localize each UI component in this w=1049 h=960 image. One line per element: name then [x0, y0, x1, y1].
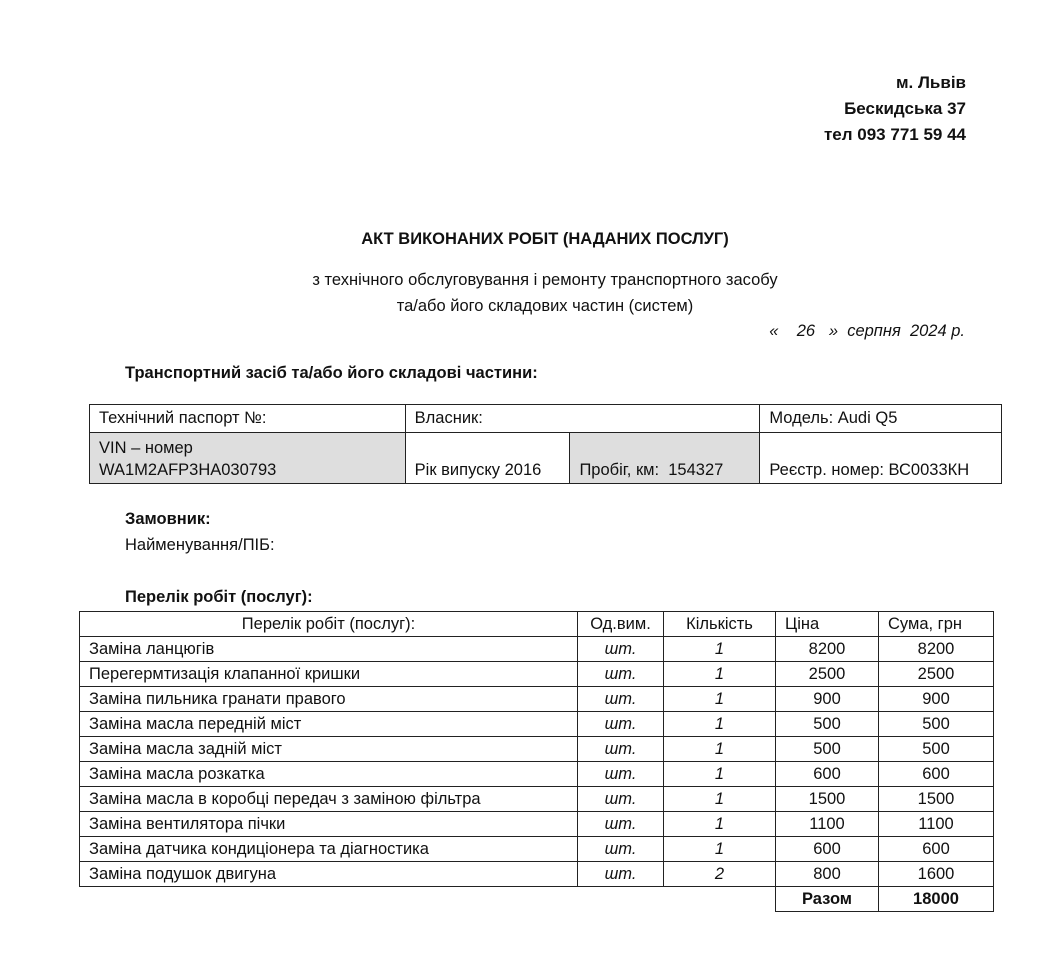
cell-sum: 1600 [879, 862, 994, 887]
cell-sum: 1100 [879, 812, 994, 837]
cell-work-name: Перегермтизація клапанної кришки [80, 662, 578, 687]
passport-label: Технічний паспорт №: [90, 405, 406, 433]
cell-quantity: 1 [664, 812, 776, 837]
cell-work-name: Заміна масла в коробці передач з заміною фільтра [80, 787, 578, 812]
table-row [80, 637, 994, 662]
cell-sum: 8200 [879, 637, 994, 662]
customer-heading: Замовник: [125, 510, 211, 528]
cell-price: 2500 [776, 662, 879, 687]
cell-quantity: 1 [664, 837, 776, 862]
cell-price: 800 [776, 862, 879, 887]
document-title: АКТ ВИКОНАНИХ РОБІТ (НАДАНИХ ПОСЛУГ) [361, 230, 729, 248]
cell-price: 500 [776, 737, 879, 762]
cell-sum: 500 [879, 737, 994, 762]
cell-work-name: Заміна масла задній міст [80, 737, 578, 762]
cell-price: 900 [776, 687, 879, 712]
table-row [80, 712, 994, 737]
reg-number-cell: Реєстр. номер: ВС0033КН [760, 433, 1002, 484]
cell-sum: 2500 [879, 662, 994, 687]
col-header-unit: Од.вим. [578, 612, 664, 637]
cell-sum: 500 [879, 712, 994, 737]
cell-price: 1500 [776, 787, 879, 812]
cell-price: 600 [776, 762, 879, 787]
year-cell: Рік випуску 2016 [405, 433, 570, 484]
works-body [80, 637, 994, 887]
cell-unit: шт. [578, 712, 664, 737]
phone: тел 093 771 59 44 [823, 125, 966, 144]
cell-work-name: Заміна подушок двигуна [80, 862, 578, 887]
cell-price: 1100 [776, 812, 879, 837]
table-row [80, 862, 994, 887]
cell-sum: 900 [879, 687, 994, 712]
total-label: Разом [776, 887, 879, 912]
cell-unit: шт. [578, 762, 664, 787]
table-row [80, 737, 994, 762]
cell-quantity: 1 [664, 687, 776, 712]
cell-unit: шт. [578, 862, 664, 887]
cell-unit: шт. [578, 737, 664, 762]
cell-unit: шт. [578, 837, 664, 862]
cell-sum: 600 [879, 762, 994, 787]
mileage-cell: Пробіг, км: 154327 [570, 433, 760, 484]
document-subtitle-2: та/або його складових частин (систем) [396, 297, 694, 315]
cell-work-name: Заміна датчика кондиціонера та діагностика [80, 837, 578, 862]
vin-value: WA1M2AFP3HA030793 [99, 461, 277, 479]
cell-unit: шт. [578, 787, 664, 812]
table-row [80, 687, 994, 712]
cell-unit: шт. [578, 662, 664, 687]
street: Бескидська 37 [844, 99, 966, 118]
cell-price: 8200 [776, 637, 879, 662]
table-row [80, 812, 994, 837]
col-header-price: Ціна [776, 612, 879, 637]
cell-quantity: 1 [664, 787, 776, 812]
cell-quantity: 1 [664, 737, 776, 762]
cell-unit: шт. [578, 812, 664, 837]
city: м. Львів [895, 73, 966, 92]
cell-sum: 1500 [879, 787, 994, 812]
table-row [80, 837, 994, 862]
cell-work-name: Заміна пильника гранати правого [80, 687, 578, 712]
cell-quantity: 1 [664, 637, 776, 662]
cell-work-name: Заміна масла розкатка [80, 762, 578, 787]
col-header-work: Перелік робіт (послуг): [80, 612, 578, 637]
cell-work-name: Заміна масла передній міст [80, 712, 578, 737]
cell-price: 600 [776, 837, 879, 862]
cell-unit: шт. [578, 637, 664, 662]
col-header-qty: Кількість [664, 612, 776, 637]
model-label: Модель: Audi Q5 [760, 405, 1002, 433]
cell-quantity: 1 [664, 712, 776, 737]
table-row [80, 662, 994, 687]
cell-quantity: 1 [664, 662, 776, 687]
table-row [80, 787, 994, 812]
cell-quantity: 2 [664, 862, 776, 887]
cell-price: 500 [776, 712, 879, 737]
total-value: 18000 [879, 887, 994, 912]
table-row [80, 762, 994, 787]
vehicle-heading: Транспортний засіб та/або його складові частини: [125, 364, 538, 382]
cell-work-name: Заміна вентилятора пічки [80, 812, 578, 837]
cell-quantity: 1 [664, 762, 776, 787]
vehicle-table [89, 404, 1002, 484]
document-date: « 26 » серпня 2024 р. [769, 322, 965, 340]
address-block [824, 70, 966, 148]
vin-cell [90, 433, 406, 484]
works-heading: Перелік робіт (послуг): [125, 588, 313, 606]
customer-name-label: Найменування/ПІБ: [125, 536, 275, 554]
total-row [80, 887, 994, 912]
cell-unit: шт. [578, 687, 664, 712]
cell-work-name: Заміна ланцюгів [80, 637, 578, 662]
document-subtitle-1: з технічного обслуговування і ремонту транспортного засобу [312, 271, 778, 289]
col-header-sum: Сума, грн [879, 612, 994, 637]
works-table [79, 611, 994, 912]
owner-label: Власник: [405, 405, 760, 433]
works-header-row [80, 612, 994, 637]
cell-sum: 600 [879, 837, 994, 862]
vin-label: VIN – номер [99, 439, 193, 457]
